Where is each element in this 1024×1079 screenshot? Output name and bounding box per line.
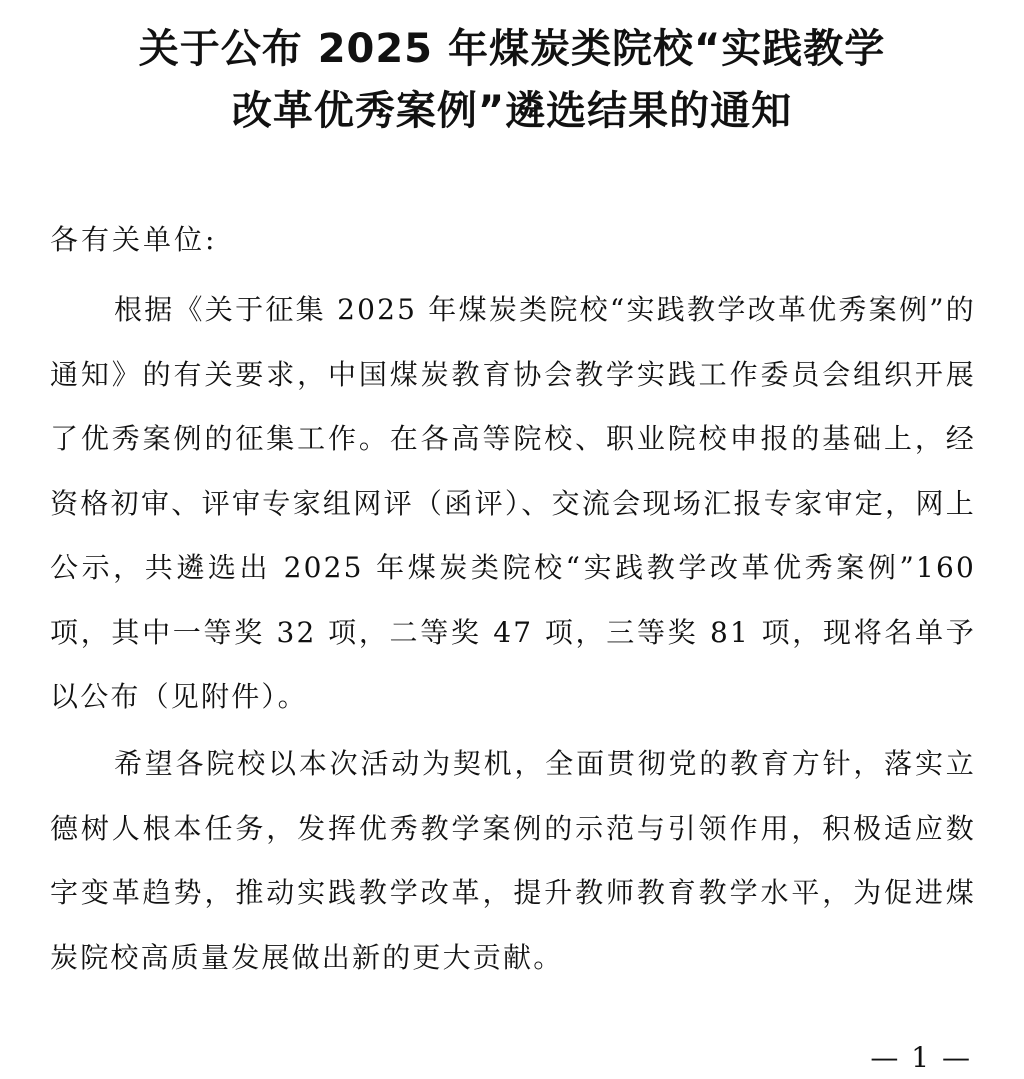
body-paragraph-1: 根据《关于征集 2025 年煤炭类院校“实践教学改革优秀案例”的通知》的有关要求，中国煤炭教育协会教学实践工作委员会组织开展了优秀案例的征集工作。在各高等院校、职业院校申报的基础上，经资格初审、评审专家组网评（函评）、交流会现场汇报专家审定，网上公示，共遴选出 2025 年煤炭类院校“实践教学改革优秀案例”160 项，其中一等奖 32 项，二等奖 47 项，三等奖 81 项，现将名单予以公布（见附件）。 [50, 293, 976, 713]
salutation: 各有关单位: [50, 223, 218, 256]
notice-title [40, 18, 984, 142]
title-line-2: 改革优秀案例”遴选结果的通知 [231, 88, 793, 134]
title-line-1: 关于公布 2025 年煤炭类院校“实践教学 [138, 26, 886, 72]
body-paragraph-2: 希望各院校以本次活动为契机，全面贯彻党的教育方针，落实立德树人根本任务，发挥优秀教学案例的示范与引领作用，积极适应数字变革趋势，推动实践教学改革，提升教师教育教学水平，为促进煤炭院校高质量发展做出新的更大贡献。 [50, 747, 976, 974]
page-number: — 1 — [870, 1041, 972, 1074]
